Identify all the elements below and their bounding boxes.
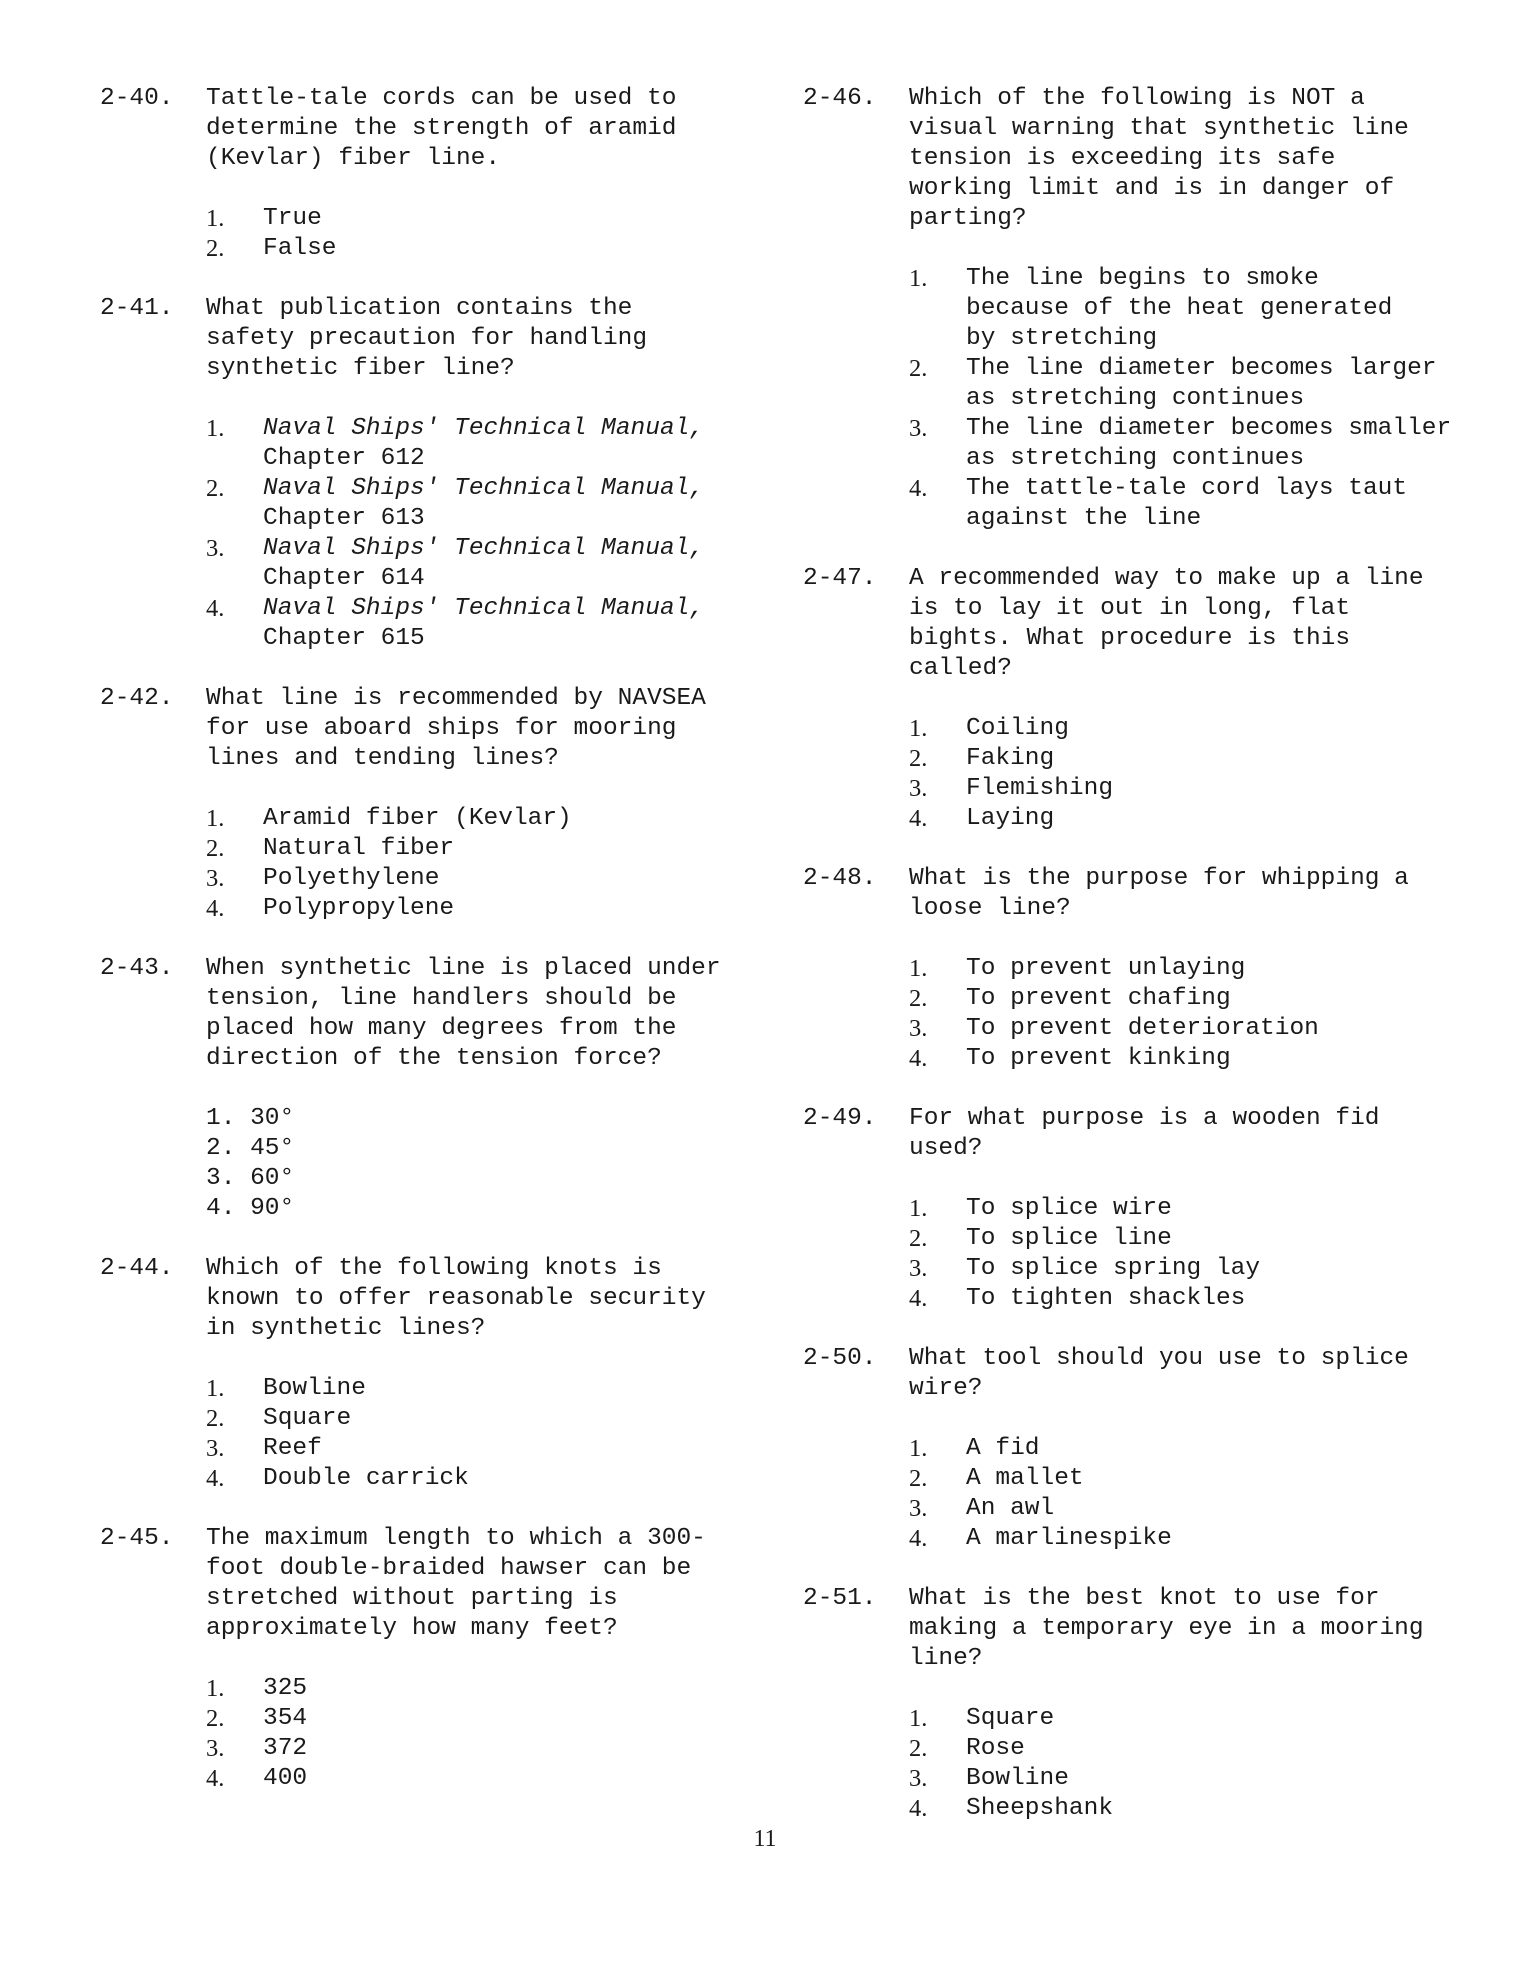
question-text: What publication contains the safety precaution for handling synthetic fiber line? [206,295,648,382]
answer-options [909,1194,1443,1314]
question-text: A recommended way to make up a line is to lay it out in long, flat bights. What procedure is this called? [909,565,1424,682]
question-number: 2-45. [100,1525,174,1552]
answer-option[interactable]: 1. Square [909,1705,1055,1732]
answer-option[interactable]: 1. To prevent unlaying [909,955,1246,982]
question-number: 2-51. [803,1585,877,1612]
question-2-43 [100,954,740,1224]
question-number: 2-40. [100,85,174,112]
answer-option[interactable]: 4. Double carrick [206,1465,469,1492]
question-2-51 [803,1584,1443,1824]
answer-option[interactable]: 4. To prevent kinking [909,1045,1231,1072]
answer-option[interactable]: 2. Square [206,1405,352,1432]
answer-options [909,954,1443,1074]
answer-option[interactable]: 4. The tattle-tale cord lays taut against the line [909,475,1408,532]
answer-options [206,1374,740,1494]
answer-option[interactable]: 2. Naval Ships' Technical Manual, Chapter 613 [206,475,705,532]
answer-option[interactable]: 3. Flemishing [909,775,1114,802]
question-number: 2-47. [803,565,877,592]
answer-options [909,714,1443,834]
question-number: 2-44. [100,1255,174,1282]
answer-option[interactable]: 3. To prevent deterioration [909,1015,1319,1042]
answer-option[interactable]: 4. Naval Ships' Technical Manual, Chapter 615 [206,595,705,652]
answer-options [206,804,740,924]
answer-option[interactable]: 4. Polypropylene [206,895,455,922]
answer-options [206,1104,740,1224]
question-text: Which of the following knots is known to offer reasonable security in synthetic lines? [206,1255,706,1342]
answer-option[interactable]: 3. The line diameter becomes smaller as stretching continues [909,415,1452,472]
question-text: The maximum length to which a 300-foot double-braided hawser can be stretched without parting is approximately how many feet? [206,1525,706,1642]
question-number: 2-50. [803,1345,877,1372]
question-text: Which of the following is NOT a visual warning that synthetic line tension is exceeding its safe working limit and is in danger of parting? [909,85,1409,232]
question-2-40 [100,84,740,264]
answer-options [909,264,1452,534]
answer-option[interactable]: 4. Sheepshank [909,1795,1114,1822]
answer-option[interactable]: 1. True [206,205,322,232]
question-text: Tattle-tale cords can be used to determine the strength of aramid (Kevlar) fiber line. [206,85,677,172]
question-text: What is the best knot to use for making a temporary eye in a mooring line? [909,1585,1424,1672]
answer-option[interactable]: 1. To splice wire [909,1195,1172,1222]
answer-option[interactable]: 1. Coiling [909,715,1069,742]
answer-option[interactable]: 4. A marlinespike [909,1525,1172,1552]
question-2-46 [803,84,1452,534]
question-2-45 [100,1524,740,1794]
page-number: 11 [753,1826,777,1852]
question-2-44 [100,1254,740,1494]
answer-option[interactable]: 4. To tighten shackles [909,1285,1246,1312]
question-text: What line is recommended by NAVSEA for use aboard ships for mooring lines and tending lines? [206,685,706,772]
answer-option[interactable]: 1. Aramid fiber (Kevlar) [206,805,572,832]
answer-option[interactable]: 2. 354 [206,1705,308,1732]
question-text: When synthetic line is placed under tension, line handlers should be placed how many degrees from the direction of the tension force? [206,955,721,1072]
question-2-42 [100,684,740,924]
answer-option[interactable]: 1. A fid [909,1435,1040,1462]
question-number: 2-41. [100,295,174,322]
answer-options [206,204,740,264]
answer-option[interactable]: 1. The line begins to smoke because of the heat generated by stretching [909,265,1393,352]
question-number: 2-48. [803,865,877,892]
question-2-47 [803,564,1443,834]
answer-option[interactable]: 3. 60° [206,1165,295,1192]
answer-option[interactable]: 2. Faking [909,745,1055,772]
answer-option[interactable]: 2. Rose [909,1735,1025,1762]
answer-option[interactable]: 3. Naval Ships' Technical Manual, Chapter 614 [206,535,705,592]
answer-option[interactable]: 4. 90° [206,1195,295,1222]
answer-option[interactable]: 2. A mallet [909,1465,1084,1492]
left-column [100,84,740,1794]
question-number: 2-46. [803,85,877,112]
answer-option[interactable]: 1. Bowline [206,1375,366,1402]
answer-options [206,414,740,654]
answer-option[interactable]: 2. Natural fiber [206,835,455,862]
right-column [803,84,1452,1824]
answer-option[interactable]: 1. 30° [206,1105,295,1132]
answer-option[interactable]: 2. False [206,235,337,262]
answer-options [206,1674,740,1794]
answer-option[interactable]: 2. 45° [206,1135,295,1162]
answer-option[interactable]: 2. To splice line [909,1225,1172,1252]
question-2-50 [803,1344,1443,1554]
answer-option[interactable]: 3. To splice spring lay [909,1255,1261,1282]
question-2-49 [803,1104,1443,1314]
question-text: For what purpose is a wooden fid used? [909,1105,1380,1162]
answer-option[interactable]: 1. Naval Ships' Technical Manual, Chapter 612 [206,415,705,472]
answer-option[interactable]: 4. Laying [909,805,1055,832]
answer-options [909,1704,1443,1824]
answer-option[interactable]: 3. 372 [206,1735,308,1762]
answer-options [909,1434,1443,1554]
answer-option[interactable]: 2. The line diameter becomes larger as stretching continues [909,355,1437,412]
answer-option[interactable]: 1. 325 [206,1675,308,1702]
question-text: What is the purpose for whipping a loose line? [909,865,1409,922]
answer-option[interactable]: 3. Reef [206,1435,322,1462]
answer-option[interactable]: 2. To prevent chafing [909,985,1231,1012]
question-number: 2-42. [100,685,174,712]
question-text: What tool should you use to splice wire? [909,1345,1409,1402]
question-2-41 [100,294,740,654]
question-number: 2-43. [100,955,174,982]
answer-option[interactable]: 3. Polyethylene [206,865,440,892]
answer-option[interactable]: 3. Bowline [909,1765,1069,1792]
question-number: 2-49. [803,1105,877,1132]
question-2-48 [803,864,1443,1074]
answer-option[interactable]: 4. 400 [206,1765,308,1792]
answer-option[interactable]: 3. An awl [909,1495,1055,1522]
